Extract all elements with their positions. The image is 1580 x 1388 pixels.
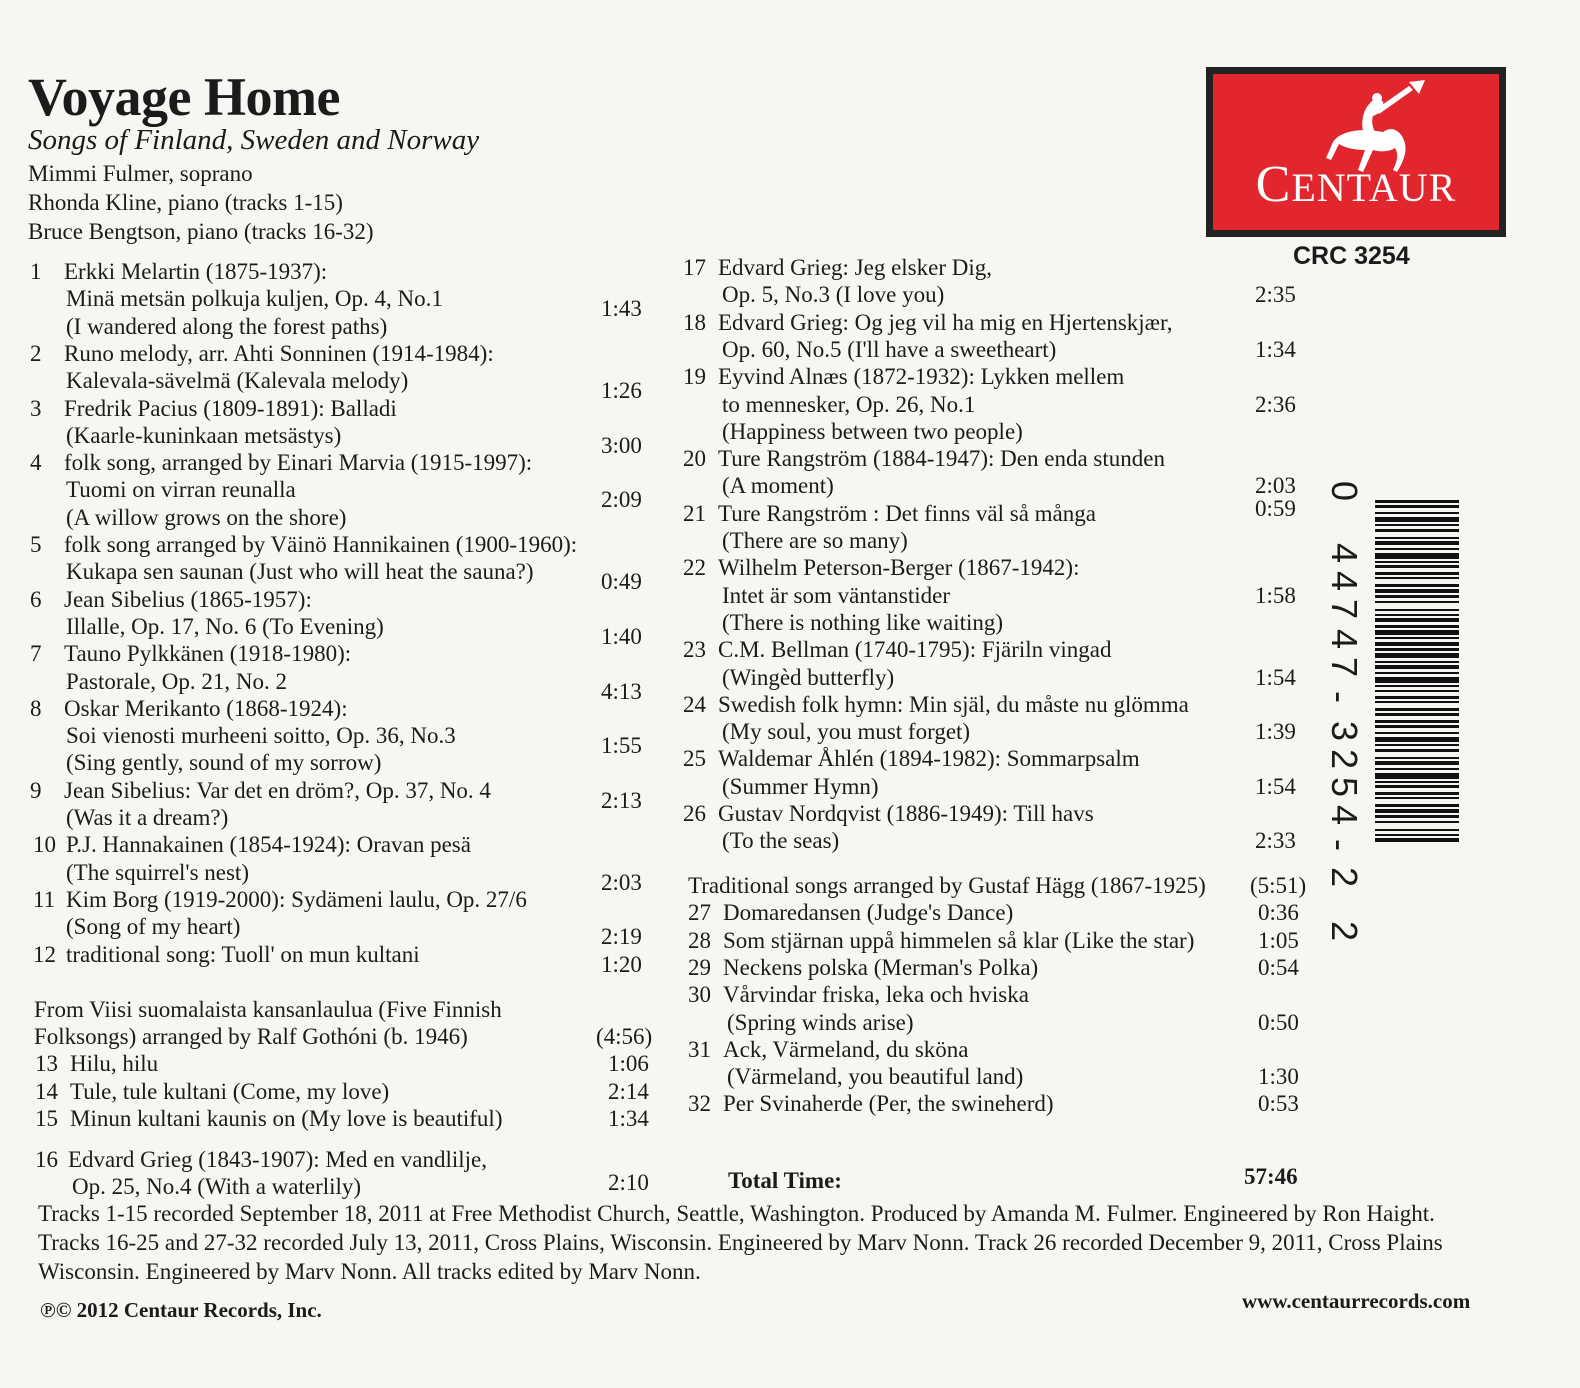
track-title: (To the seas) bbox=[722, 828, 840, 854]
track-title: traditional song: Tuoll' on mun kultani bbox=[66, 941, 420, 967]
barcode-digit: 4 bbox=[1324, 628, 1366, 650]
track-duration: 0:49 bbox=[601, 569, 642, 595]
track-number: 4 bbox=[30, 450, 42, 476]
track-title: Waldemar Åhlén (1894-1982): Sommarpsalm bbox=[718, 746, 1140, 772]
track-title: Ture Rangström (1884-1947): Den enda stunden bbox=[718, 446, 1165, 472]
track-title: folk song, arranged by Einari Marvia (1915-1997): bbox=[64, 450, 533, 476]
track-title: (Happiness between two people) bbox=[722, 418, 1023, 444]
barcode-digit: 3 bbox=[1324, 720, 1366, 742]
barcode-bar bbox=[1375, 601, 1459, 603]
track-duration: 1:26 bbox=[601, 378, 642, 404]
track-title: (Kaarle-kuninkaan metsästys) bbox=[66, 422, 342, 448]
track-duration: 1:20 bbox=[601, 951, 642, 977]
track-number: 7 bbox=[30, 641, 42, 667]
track-title: Oskar Merikanto (1868-1924): bbox=[64, 695, 348, 721]
track-duration: 1:05 bbox=[1258, 927, 1299, 953]
track-title: Intet är som väntanstider bbox=[722, 582, 951, 608]
track-number: 1 bbox=[30, 259, 42, 284]
barcode-digit: 4 bbox=[1324, 570, 1366, 592]
track-duration: 1:54 bbox=[1255, 664, 1296, 690]
barcode-bar bbox=[1375, 838, 1459, 842]
track-duration: 1:30 bbox=[1258, 1064, 1299, 1090]
barcode-bar bbox=[1375, 834, 1459, 836]
barcode-bar bbox=[1375, 589, 1459, 593]
barcode-digit: 5 bbox=[1324, 776, 1366, 798]
track-title: (There is nothing like waiting) bbox=[722, 609, 1004, 635]
barcode-digit: 4 bbox=[1324, 542, 1366, 564]
barcode-bar bbox=[1375, 625, 1459, 628]
barcode-bar bbox=[1375, 541, 1459, 545]
track-duration: 1:06 bbox=[608, 1051, 649, 1077]
track-title: (A willow grows on the shore) bbox=[66, 504, 347, 530]
barcode-bar bbox=[1375, 500, 1459, 503]
barcode-digits bbox=[1320, 470, 1370, 942]
barcode-bar bbox=[1375, 792, 1459, 795]
barcode-bar bbox=[1375, 512, 1459, 514]
track-number: 14 bbox=[35, 1078, 58, 1104]
track-duration: 0:53 bbox=[1258, 1091, 1299, 1117]
barcode-bar bbox=[1375, 618, 1459, 622]
track-duration: 4:13 bbox=[601, 678, 642, 704]
track-number: 28 bbox=[688, 927, 711, 953]
barcode-digit: 2 bbox=[1324, 748, 1366, 770]
total-time-value: 57:46 bbox=[1244, 1164, 1298, 1189]
track-duration: 3:00 bbox=[601, 432, 642, 458]
barcode-bar bbox=[1375, 809, 1459, 813]
track-number: 10 bbox=[33, 832, 56, 858]
track-title: Wilhelm Peterson-Berger (1867-1942): bbox=[718, 555, 1080, 581]
track-title: Ack, Värmeland, du sköna bbox=[723, 1036, 969, 1062]
track-number: 23 bbox=[683, 637, 706, 663]
credit-piano-2: Bruce Bengtson, piano (tracks 16-32) bbox=[28, 219, 374, 244]
group-heading: Folksongs) arranged by Ralf Gothóni (b. 1946) bbox=[34, 1024, 468, 1050]
track-title: (Wingèd butterfly) bbox=[722, 664, 895, 690]
barcode-bar bbox=[1375, 821, 1459, 823]
track-duration: 2:13 bbox=[601, 787, 642, 813]
track-number: 25 bbox=[683, 746, 706, 772]
track-duration: 2:35 bbox=[1255, 282, 1296, 308]
track-title: Edvard Grieg (1843-1907): Med en vandlilje, bbox=[68, 1147, 487, 1172]
track-title: Ture Rangström : Det finns väl så många bbox=[718, 500, 1096, 526]
track-title: Fredrik Pacius (1809-1891): Balladi bbox=[64, 395, 397, 421]
barcode-bar bbox=[1375, 505, 1459, 508]
barcode bbox=[1375, 500, 1459, 845]
track-title: Erkki Melartin (1875-1937): bbox=[64, 259, 328, 284]
barcode-bar bbox=[1375, 653, 1459, 658]
track-title: Tauno Pylkkänen (1918-1980): bbox=[64, 641, 352, 667]
track-title: to mennesker, Op. 26, No.1 bbox=[722, 391, 976, 417]
barcode-digit: 2 bbox=[1324, 920, 1366, 942]
group-duration: (5:51) bbox=[1250, 873, 1307, 898]
catalog-number: CRC 3254 bbox=[1293, 242, 1410, 270]
page-title: Voyage Home bbox=[28, 67, 340, 127]
track-title: Jean Sibelius: Var det en dröm?, Op. 37, No. 4 bbox=[64, 777, 491, 803]
track-title: Tule, tule kultani (Come, my love) bbox=[70, 1078, 390, 1104]
track-duration: 1:34 bbox=[1255, 336, 1296, 362]
barcode-bar bbox=[1375, 690, 1459, 692]
track-title: (The squirrel's nest) bbox=[66, 859, 249, 885]
barcode-bar bbox=[1375, 614, 1459, 616]
track-number: 6 bbox=[30, 586, 42, 612]
barcode-bar bbox=[1375, 725, 1459, 728]
track-number: 5 bbox=[30, 532, 42, 557]
barcode-bar bbox=[1375, 749, 1459, 752]
barcode-digit: 7 bbox=[1324, 598, 1366, 620]
barcode-bar bbox=[1375, 637, 1459, 639]
track-number: 31 bbox=[688, 1036, 711, 1062]
track-number: 21 bbox=[683, 500, 706, 526]
track-title: Neckens polska (Merman's Polka) bbox=[723, 954, 1039, 980]
track-title: Op. 60, No.5 (I'll have a sweetheart) bbox=[722, 336, 1057, 362]
track-duration: 1:43 bbox=[601, 296, 642, 322]
track-duration: 2:36 bbox=[1255, 391, 1296, 417]
track-title: Kalevala-sävelmä (Kalevala melody) bbox=[66, 368, 409, 394]
barcode-bar bbox=[1375, 665, 1459, 669]
track-title: (Song of my heart) bbox=[66, 914, 241, 940]
credit-piano-1: Rhonda Kline, piano (tracks 1-15) bbox=[28, 190, 343, 215]
track-duration: 2:14 bbox=[608, 1078, 649, 1104]
track-number: 19 bbox=[683, 364, 706, 390]
track-duration: 2:10 bbox=[608, 1170, 649, 1196]
track-number: 16 bbox=[35, 1147, 58, 1172]
barcode-bar bbox=[1375, 642, 1459, 646]
barcode-bar bbox=[1375, 720, 1459, 723]
track-title: Vårvindar friska, leka och hviska bbox=[723, 982, 1029, 1008]
track-duration: 1:40 bbox=[601, 623, 642, 649]
barcode-bar bbox=[1375, 537, 1459, 539]
track-number: 3 bbox=[30, 395, 42, 421]
track-title: (Värmeland, you beautiful land) bbox=[727, 1064, 1024, 1090]
barcode-bar bbox=[1375, 677, 1459, 683]
track-title: Minä metsän polkuja kuljen, Op. 4, No.1 bbox=[66, 286, 443, 312]
track-duration: 1:39 bbox=[1255, 719, 1296, 745]
barcode-bar bbox=[1375, 548, 1459, 550]
track-duration: 2:03 bbox=[1255, 473, 1296, 499]
barcode-bar bbox=[1375, 761, 1459, 765]
track-title: Eyvind Alnæs (1872-1932): Lykken mellem bbox=[718, 364, 1125, 390]
copyright: ℗© 2012 Centaur Records, Inc. bbox=[40, 1298, 322, 1322]
barcode-bar bbox=[1375, 561, 1459, 563]
track-duration: 1:54 bbox=[1255, 773, 1296, 799]
barcode-bar bbox=[1375, 595, 1459, 598]
barcode-bar bbox=[1375, 630, 1459, 635]
credit-soprano: Mimmi Fulmer, soprano bbox=[28, 161, 253, 186]
track-number: 15 bbox=[35, 1106, 58, 1131]
barcode-bar bbox=[1375, 713, 1459, 716]
barcode-bar bbox=[1375, 609, 1459, 611]
track-number: 2 bbox=[30, 340, 42, 366]
track-title: (Sing gently, sound of my sorrow) bbox=[66, 750, 382, 776]
barcode-bar bbox=[1375, 648, 1459, 651]
track-title: Domaredansen (Judge's Dance) bbox=[723, 900, 1014, 926]
barcode-bar bbox=[1375, 572, 1459, 575]
track-title: Minun kultani kaunis on (My love is beautiful) bbox=[70, 1106, 503, 1131]
track-title: Soi vienosti murheeni soitto, Op. 36, No.3 bbox=[66, 723, 456, 749]
barcode-bar bbox=[1375, 553, 1459, 559]
track-title: (Spring winds arise) bbox=[727, 1009, 914, 1035]
barcode-bar bbox=[1375, 701, 1459, 703]
barcode-bar bbox=[1375, 685, 1459, 687]
barcode-bar bbox=[1375, 584, 1459, 587]
track-title: P.J. Hannakainen (1854-1924): Oravan pesä bbox=[66, 832, 471, 858]
logo-wordmark: CENTAUR bbox=[1255, 156, 1457, 213]
barcode-digit: 2 bbox=[1324, 866, 1366, 888]
group-heading: From Viisi suomalaista kansanlaulua (Five Finnish bbox=[34, 996, 502, 1022]
track-title: Per Svinaherde (Per, the swineherd) bbox=[723, 1091, 1054, 1117]
track-title: C.M. Bellman (1740-1795): Fjäriln vingad bbox=[718, 637, 1112, 663]
track-number: 9 bbox=[30, 777, 42, 803]
track-title: Kim Borg (1919-2000): Sydämeni laulu, Op. 27/6 bbox=[66, 886, 527, 912]
recording-notes: Tracks 1-15 recorded September 18, 2011 at Free Methodist Church, Seattle, Washington. Produced by Amanda M. Fulmer. Engineered by Ron Haight. Tracks 16-25 and 27-32 recorded July 13, 2011, Cross Plains, Wisconsin. Engineered by Marv Nonn. Track 26 recorded December 9, 2011, Cross Plains Wisconsin. Engineered by Marv Nonn. All tracks edited by Marv Nonn. bbox=[38, 1201, 1443, 1284]
barcode-bar bbox=[1375, 829, 1459, 831]
barcode-bar bbox=[1375, 773, 1459, 779]
track-number: 24 bbox=[683, 691, 706, 717]
track-duration: 0:59 bbox=[1255, 495, 1296, 521]
barcode-bar bbox=[1375, 797, 1459, 799]
track-title: Op. 25, No.4 (With a waterlily) bbox=[72, 1174, 362, 1200]
track-duration: 1:34 bbox=[608, 1106, 649, 1131]
track-number: 32 bbox=[688, 1091, 711, 1117]
track-title: (A moment) bbox=[722, 473, 834, 499]
barcode-digit: 0 bbox=[1324, 480, 1366, 502]
track-title: Tuomi on virran reunalla bbox=[66, 477, 296, 503]
barcode-digit: 4 bbox=[1324, 804, 1366, 826]
track-number: 29 bbox=[688, 954, 711, 980]
track-title: (My soul, you must forget) bbox=[722, 719, 971, 745]
track-title: Kukapa sen saunan (Just who will heat the sauna?) bbox=[66, 559, 534, 585]
track-number: 17 bbox=[683, 255, 706, 280]
track-number: 8 bbox=[30, 695, 42, 721]
barcode-bar bbox=[1375, 757, 1459, 759]
barcode-bar bbox=[1375, 744, 1459, 746]
track-title: Swedish folk hymn: Min själ, du måste nu glömma bbox=[718, 691, 1189, 717]
track-title: Jean Sibelius (1865-1957): bbox=[64, 586, 312, 612]
barcode-bar bbox=[1375, 529, 1459, 532]
barcode-bar bbox=[1375, 577, 1459, 579]
track-title: folk song arranged by Väinö Hannikainen (1900-1960): bbox=[64, 532, 578, 557]
track-number: 13 bbox=[35, 1051, 58, 1077]
track-title: Hilu, hilu bbox=[70, 1051, 159, 1077]
barcode-bar bbox=[1375, 517, 1459, 522]
group-heading: Traditional songs arranged by Gustaf Hägg (1867-1925) bbox=[688, 873, 1206, 898]
track-number: 11 bbox=[33, 886, 56, 912]
barcode-bar bbox=[1375, 732, 1459, 734]
track-duration: 2:33 bbox=[1255, 828, 1296, 854]
barcode-bar bbox=[1375, 804, 1459, 807]
track-duration: 1:55 bbox=[601, 733, 642, 759]
album-subtitle: Songs of Finland, Sweden and Norway bbox=[28, 124, 480, 156]
track-title: (Summer Hymn) bbox=[722, 773, 879, 799]
track-number: 26 bbox=[683, 801, 706, 826]
track-title: Som stjärnan uppå himmelen så klar (Like the star) bbox=[723, 927, 1195, 953]
barcode-bar bbox=[1375, 815, 1459, 818]
barcode-bar bbox=[1375, 696, 1459, 699]
track-number: 12 bbox=[33, 941, 56, 967]
website-link[interactable]: www.centaurrecords.com bbox=[1242, 1289, 1471, 1313]
barcode-digit: - bbox=[1320, 691, 1361, 703]
track-duration: 2:03 bbox=[601, 869, 642, 895]
track-duration: 1:58 bbox=[1255, 582, 1296, 608]
barcode-bar bbox=[1375, 672, 1459, 674]
track-title: Pastorale, Op. 21, No. 2 bbox=[66, 668, 288, 694]
track-number: 20 bbox=[683, 446, 706, 472]
track-title: Runo melody, arr. Ahti Sonninen (1914-1984): bbox=[64, 340, 494, 366]
track-title: Edvard Grieg: Og jeg vil ha mig en Hjertenskjær, bbox=[718, 309, 1173, 335]
total-time-label: Total Time: bbox=[728, 1168, 842, 1193]
barcode-bar bbox=[1375, 768, 1459, 770]
track-title: Gustav Nordqvist (1886-1949): Till havs bbox=[718, 801, 1094, 826]
track-number: 30 bbox=[688, 982, 711, 1008]
centaur-logo bbox=[1206, 67, 1506, 237]
barcode-bar bbox=[1375, 524, 1459, 526]
track-number: 18 bbox=[683, 309, 706, 335]
track-title: (I wandered along the forest paths) bbox=[66, 313, 388, 339]
track-title: (Was it a dream?) bbox=[66, 805, 229, 830]
group-duration: (4:56) bbox=[596, 1024, 653, 1050]
track-number: 22 bbox=[683, 555, 706, 581]
track-duration: 0:50 bbox=[1258, 1009, 1299, 1035]
track-title: Edvard Grieg: Jeg elsker Dig, bbox=[718, 255, 993, 280]
track-duration: 0:54 bbox=[1258, 954, 1299, 980]
track-number: 27 bbox=[688, 900, 711, 926]
barcode-digit: 7 bbox=[1324, 656, 1366, 678]
track-title: Illalle, Op. 17, No. 6 (To Evening) bbox=[66, 613, 384, 639]
track-duration: 0:36 bbox=[1258, 900, 1299, 926]
barcode-bar bbox=[1375, 661, 1459, 663]
barcode-bar bbox=[1375, 737, 1459, 742]
track-duration: 2:09 bbox=[601, 487, 642, 513]
track-title: Op. 5, No.3 (I love you) bbox=[722, 282, 945, 308]
barcode-bar bbox=[1375, 565, 1459, 568]
barcode-digit: - bbox=[1320, 839, 1361, 851]
barcode-bar bbox=[1375, 708, 1459, 711]
track-duration: 2:19 bbox=[601, 924, 642, 950]
track-title: (There are so many) bbox=[722, 528, 908, 553]
barcode-bar bbox=[1375, 781, 1459, 783]
barcode-bar bbox=[1375, 785, 1459, 788]
